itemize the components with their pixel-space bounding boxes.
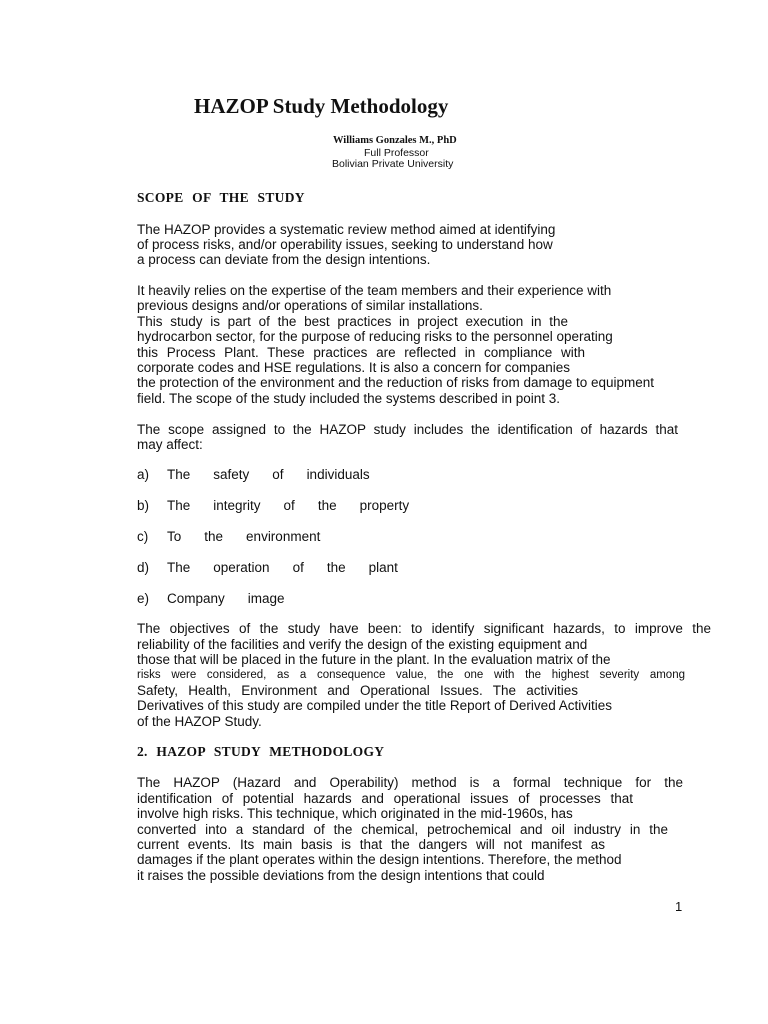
author-role: Full Professor <box>364 147 429 159</box>
list-item-word: of <box>283 498 295 513</box>
list-item-word: of <box>292 560 304 575</box>
paragraph-line: this Process Plant. These practices are reflected in compliance with <box>137 345 585 360</box>
paragraph-line: The HAZOP (Hazard and Operability) method is a formal technique for the <box>137 775 683 790</box>
paragraph-line: corporate codes and HSE regulations. It is also a concern for companies <box>137 360 570 375</box>
paragraph-line: field. The scope of the study included the systems described in point 3. <box>137 391 560 406</box>
list-item-word: property <box>359 498 410 513</box>
list-item <box>137 498 432 513</box>
list-item <box>137 591 308 606</box>
paragraph-line: it raises the possible deviations from the design intentions that could <box>137 868 545 883</box>
list-item-label: a) <box>137 467 150 482</box>
paragraph-line: previous designs and/or operations of similar installations. <box>137 298 483 313</box>
paragraph-line: Derivatives of this study are compiled under the title Report of Derived Activities <box>137 698 612 713</box>
list-item-label: e) <box>137 591 150 606</box>
paragraph-line: the protection of the environment and the reduction of risks from damage to equipment <box>137 375 655 390</box>
paragraph-line: This study is part of the best practices in project execution in the <box>137 314 568 329</box>
section-heading-methodology: 2. HAZOP STUDY METHODOLOGY <box>137 744 385 759</box>
list-item-word: The <box>167 467 191 482</box>
list-item-word: the <box>317 498 337 513</box>
author-affiliation: Bolivian Private University <box>332 158 454 170</box>
paragraph-line: may affect: <box>137 437 203 452</box>
list-item-word: environment <box>246 529 321 544</box>
paragraph-line: reliability of the facilities and verify the design of the existing equipment and <box>137 637 588 652</box>
list-item-word: To <box>167 529 182 544</box>
list-item-label: d) <box>137 560 150 575</box>
paragraph-line: hydrocarbon sector, for the purpose of reducing risks to the personnel operating <box>137 329 613 344</box>
paragraph-line: The objectives of the study have been: to identify significant hazards, to improve the <box>137 621 711 636</box>
list-item <box>137 560 421 575</box>
paragraph-line: those that will be placed in the future in the plant. In the evaluation matrix of the <box>137 652 611 667</box>
page-number: 1 <box>675 899 683 914</box>
paragraph-line: converted into a standard of the chemical, petrochemical and oil industry in the <box>137 822 668 837</box>
paragraph-line: Safety, Health, Environment and Operational Issues. The activities <box>137 683 578 698</box>
list-item-label: c) <box>137 529 149 544</box>
paragraph-line: risks were considered, as a consequence value, the one with the highest severity among <box>137 669 685 681</box>
list-item <box>137 467 393 482</box>
list-item-word: Company <box>167 591 225 606</box>
paragraph-line: of process risks, and/or operability issues, seeking to understand how <box>137 237 553 252</box>
paragraph-line: identification of potential hazards and operational issues of processes that <box>137 791 633 806</box>
paragraph-line: of the HAZOP Study. <box>137 714 262 729</box>
list-item-word: the <box>204 529 224 544</box>
section-heading-scope: SCOPE OF THE STUDY <box>137 190 305 205</box>
list-item-word: operation <box>213 560 270 575</box>
paragraph-line: damages if the plant operates within the design intentions. Therefore, the method <box>137 852 622 867</box>
list-item-word: individuals <box>306 467 370 482</box>
document-title: HAZOP Study Methodology <box>194 94 449 118</box>
list-item <box>137 529 343 544</box>
list-item-label: b) <box>137 498 150 513</box>
paragraph-line: The HAZOP provides a systematic review method aimed at identifying <box>137 222 556 237</box>
paragraph-line: It heavily relies on the expertise of the team members and their experience with <box>137 283 612 298</box>
paragraph-line: current events. Its main basis is that the dangers will not manifest as <box>137 837 605 852</box>
paragraph-line: a process can deviate from the design intentions. <box>137 252 431 267</box>
list-item-word: the <box>326 560 346 575</box>
list-item-word: plant <box>368 560 398 575</box>
list-item-word: safety <box>213 467 250 482</box>
list-item-word: integrity <box>213 498 261 513</box>
author-name: Williams Gonzales M., PhD <box>333 135 457 146</box>
list-item-word: image <box>247 591 285 606</box>
list-item-word: The <box>167 498 191 513</box>
list-item-word: of <box>272 467 284 482</box>
list-item-word: The <box>167 560 191 575</box>
paragraph-line: The scope assigned to the HAZOP study includes the identification of hazards that <box>137 422 678 437</box>
paragraph-line: involve high risks. This technique, which originated in the mid-1960s, has <box>137 806 573 821</box>
